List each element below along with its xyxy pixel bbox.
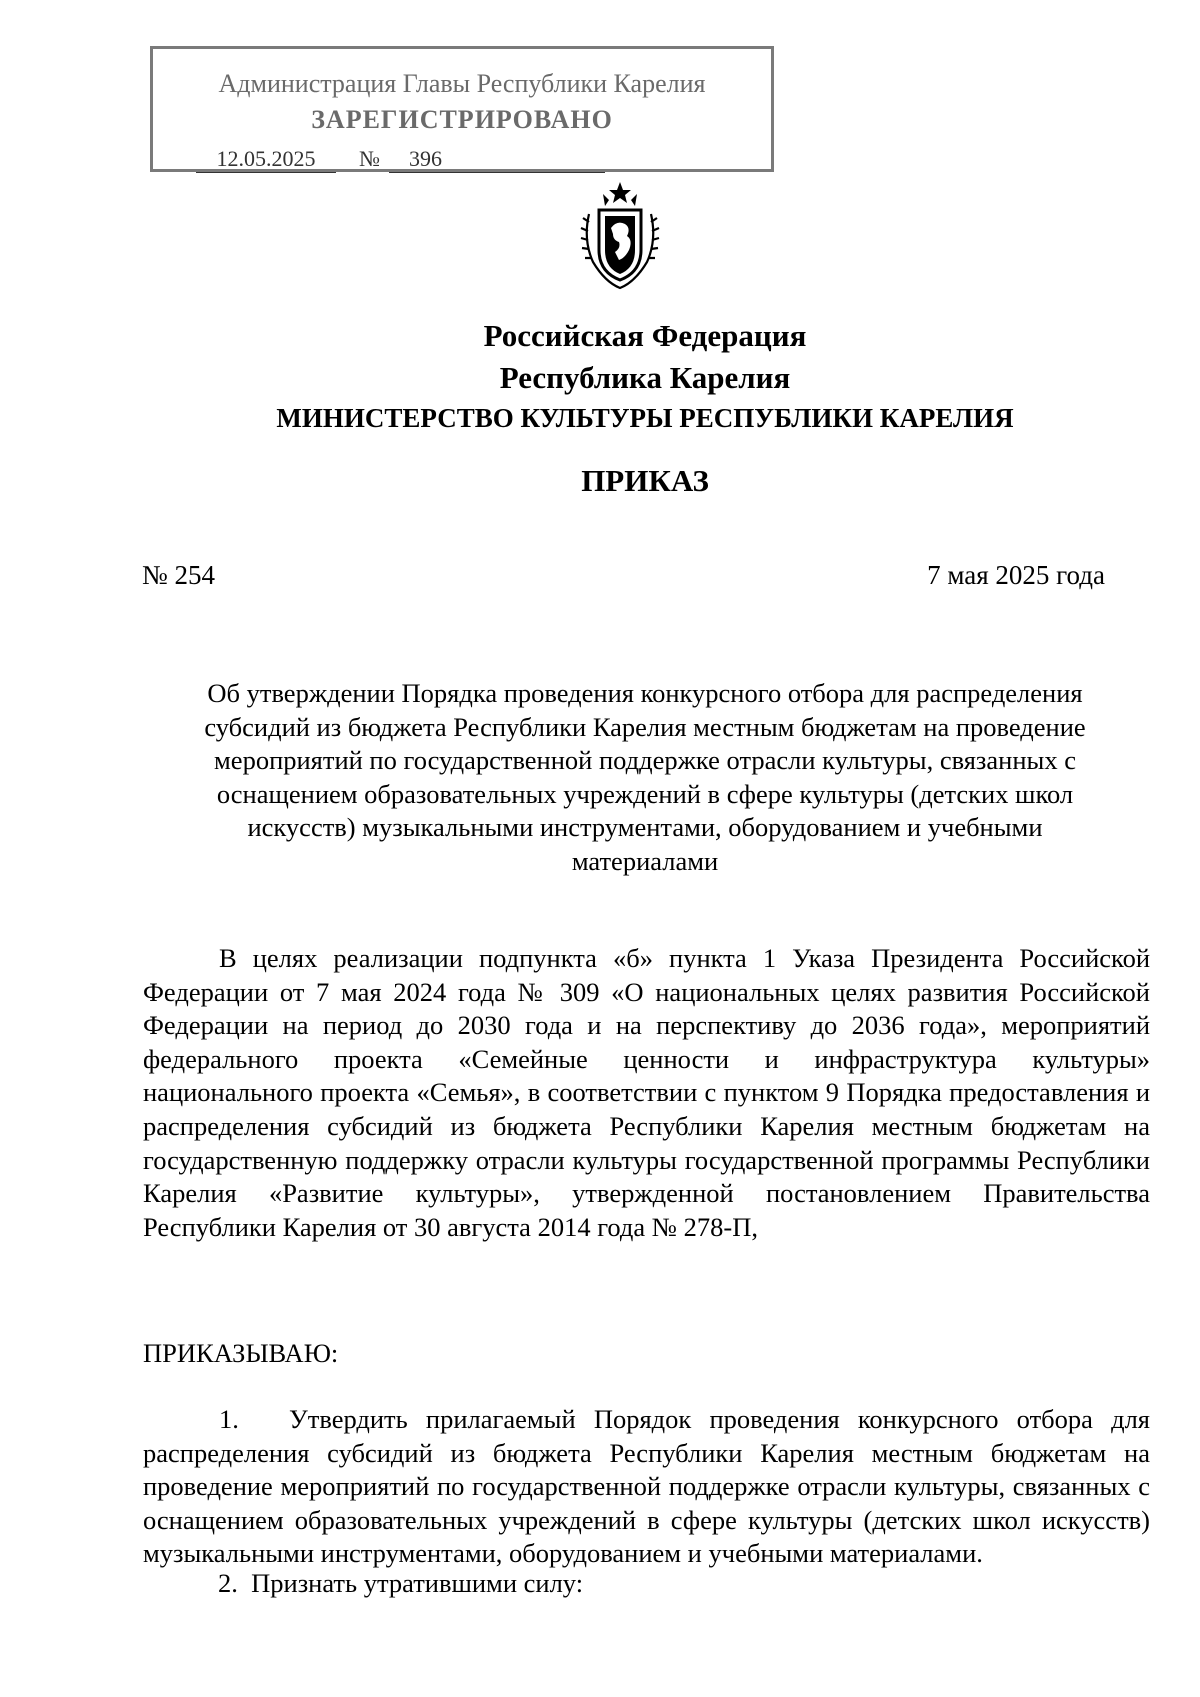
order-item-number: 1. (219, 1404, 239, 1434)
title-line: Об утверждении Порядка проведения конкурсного отбора для распределения (207, 678, 1083, 708)
title-line: материалами (571, 845, 719, 876)
header-ministry: МИНИСТЕРСТВО КУЛЬТУРЫ РЕСПУБЛИКИ КАРЕЛИЯ (276, 403, 1014, 433)
order-item-number: 2. (218, 1568, 238, 1598)
order-item-1 (143, 1403, 1150, 1571)
stamp-date: 12.05.2025 (196, 146, 336, 173)
order-date: 7 мая 2025 года (927, 560, 1105, 590)
stamp-authority: Администрация Главы Республики Карелия (218, 69, 706, 98)
header-country: Российская Федерация (483, 318, 807, 353)
document-type: ПРИКАЗ (581, 463, 709, 498)
registration-stamp (150, 46, 774, 172)
title-line: субсидий из бюджета Республики Карелия местным бюджетам на проведение (204, 711, 1086, 742)
order-item-text: Признать утратившими силу: (251, 1568, 584, 1598)
order-item-2 (218, 1568, 583, 1599)
title-line: оснащением образовательных учреждений в сфере культуры (детских школ (216, 778, 1074, 809)
order-number: № 254 (142, 560, 216, 590)
stamp-number: 396 (389, 146, 605, 173)
coat-of-arms-icon (575, 180, 665, 292)
stamp-number-sign: № (359, 146, 380, 171)
preamble-paragraph: В целях реализации подпункта «б» пункта 1 Указа Президента Российской Федерации от 7 мая 2024 года № 309 «О национальных целях развития Российской Федерации на период до 2030 года и на перспективу до 2036 года», мероприятий федерального проекта «Семейные ценности и инфраструктура культуры» национального проекта «Семья», в соответствии с пунктом 9 Порядка предоставления и распределения субсидий из бюджета Республики Карелия местным бюджетам на государственную поддержку отрасли культуры государственной программы Республики Карелия «Развитие культуры», утвержденной постановлением Правительства Республики Карелия от 30 августа 2014 года № 278-П, (143, 943, 1150, 1242)
order-heading: ПРИКАЗЫВАЮ: (143, 1338, 339, 1368)
header-republic: Республика Карелия (499, 360, 791, 395)
order-item-text: Утвердить прилагаемый Порядок проведения конкурсного отбора для распределения субсидий из бюджета Республики Карелия местным бюджетам на проведение мероприятий по государственной поддержке отрасли культуры, связанных с оснащением образовательных учреждений в сфере культуры (детских школ искусств) музыкальными инструментами, оборудованием и учебными материалами. (143, 1404, 1150, 1569)
document-title (140, 677, 1150, 879)
stamp-registered: ЗАРЕГИСТРИРОВАНО (311, 105, 613, 134)
title-line: искусств) музыкальными инструментами, оборудованием и учебными (247, 812, 1043, 843)
title-line: мероприятий по государственной поддержке отрасли культуры, связанных с (214, 745, 1076, 776)
